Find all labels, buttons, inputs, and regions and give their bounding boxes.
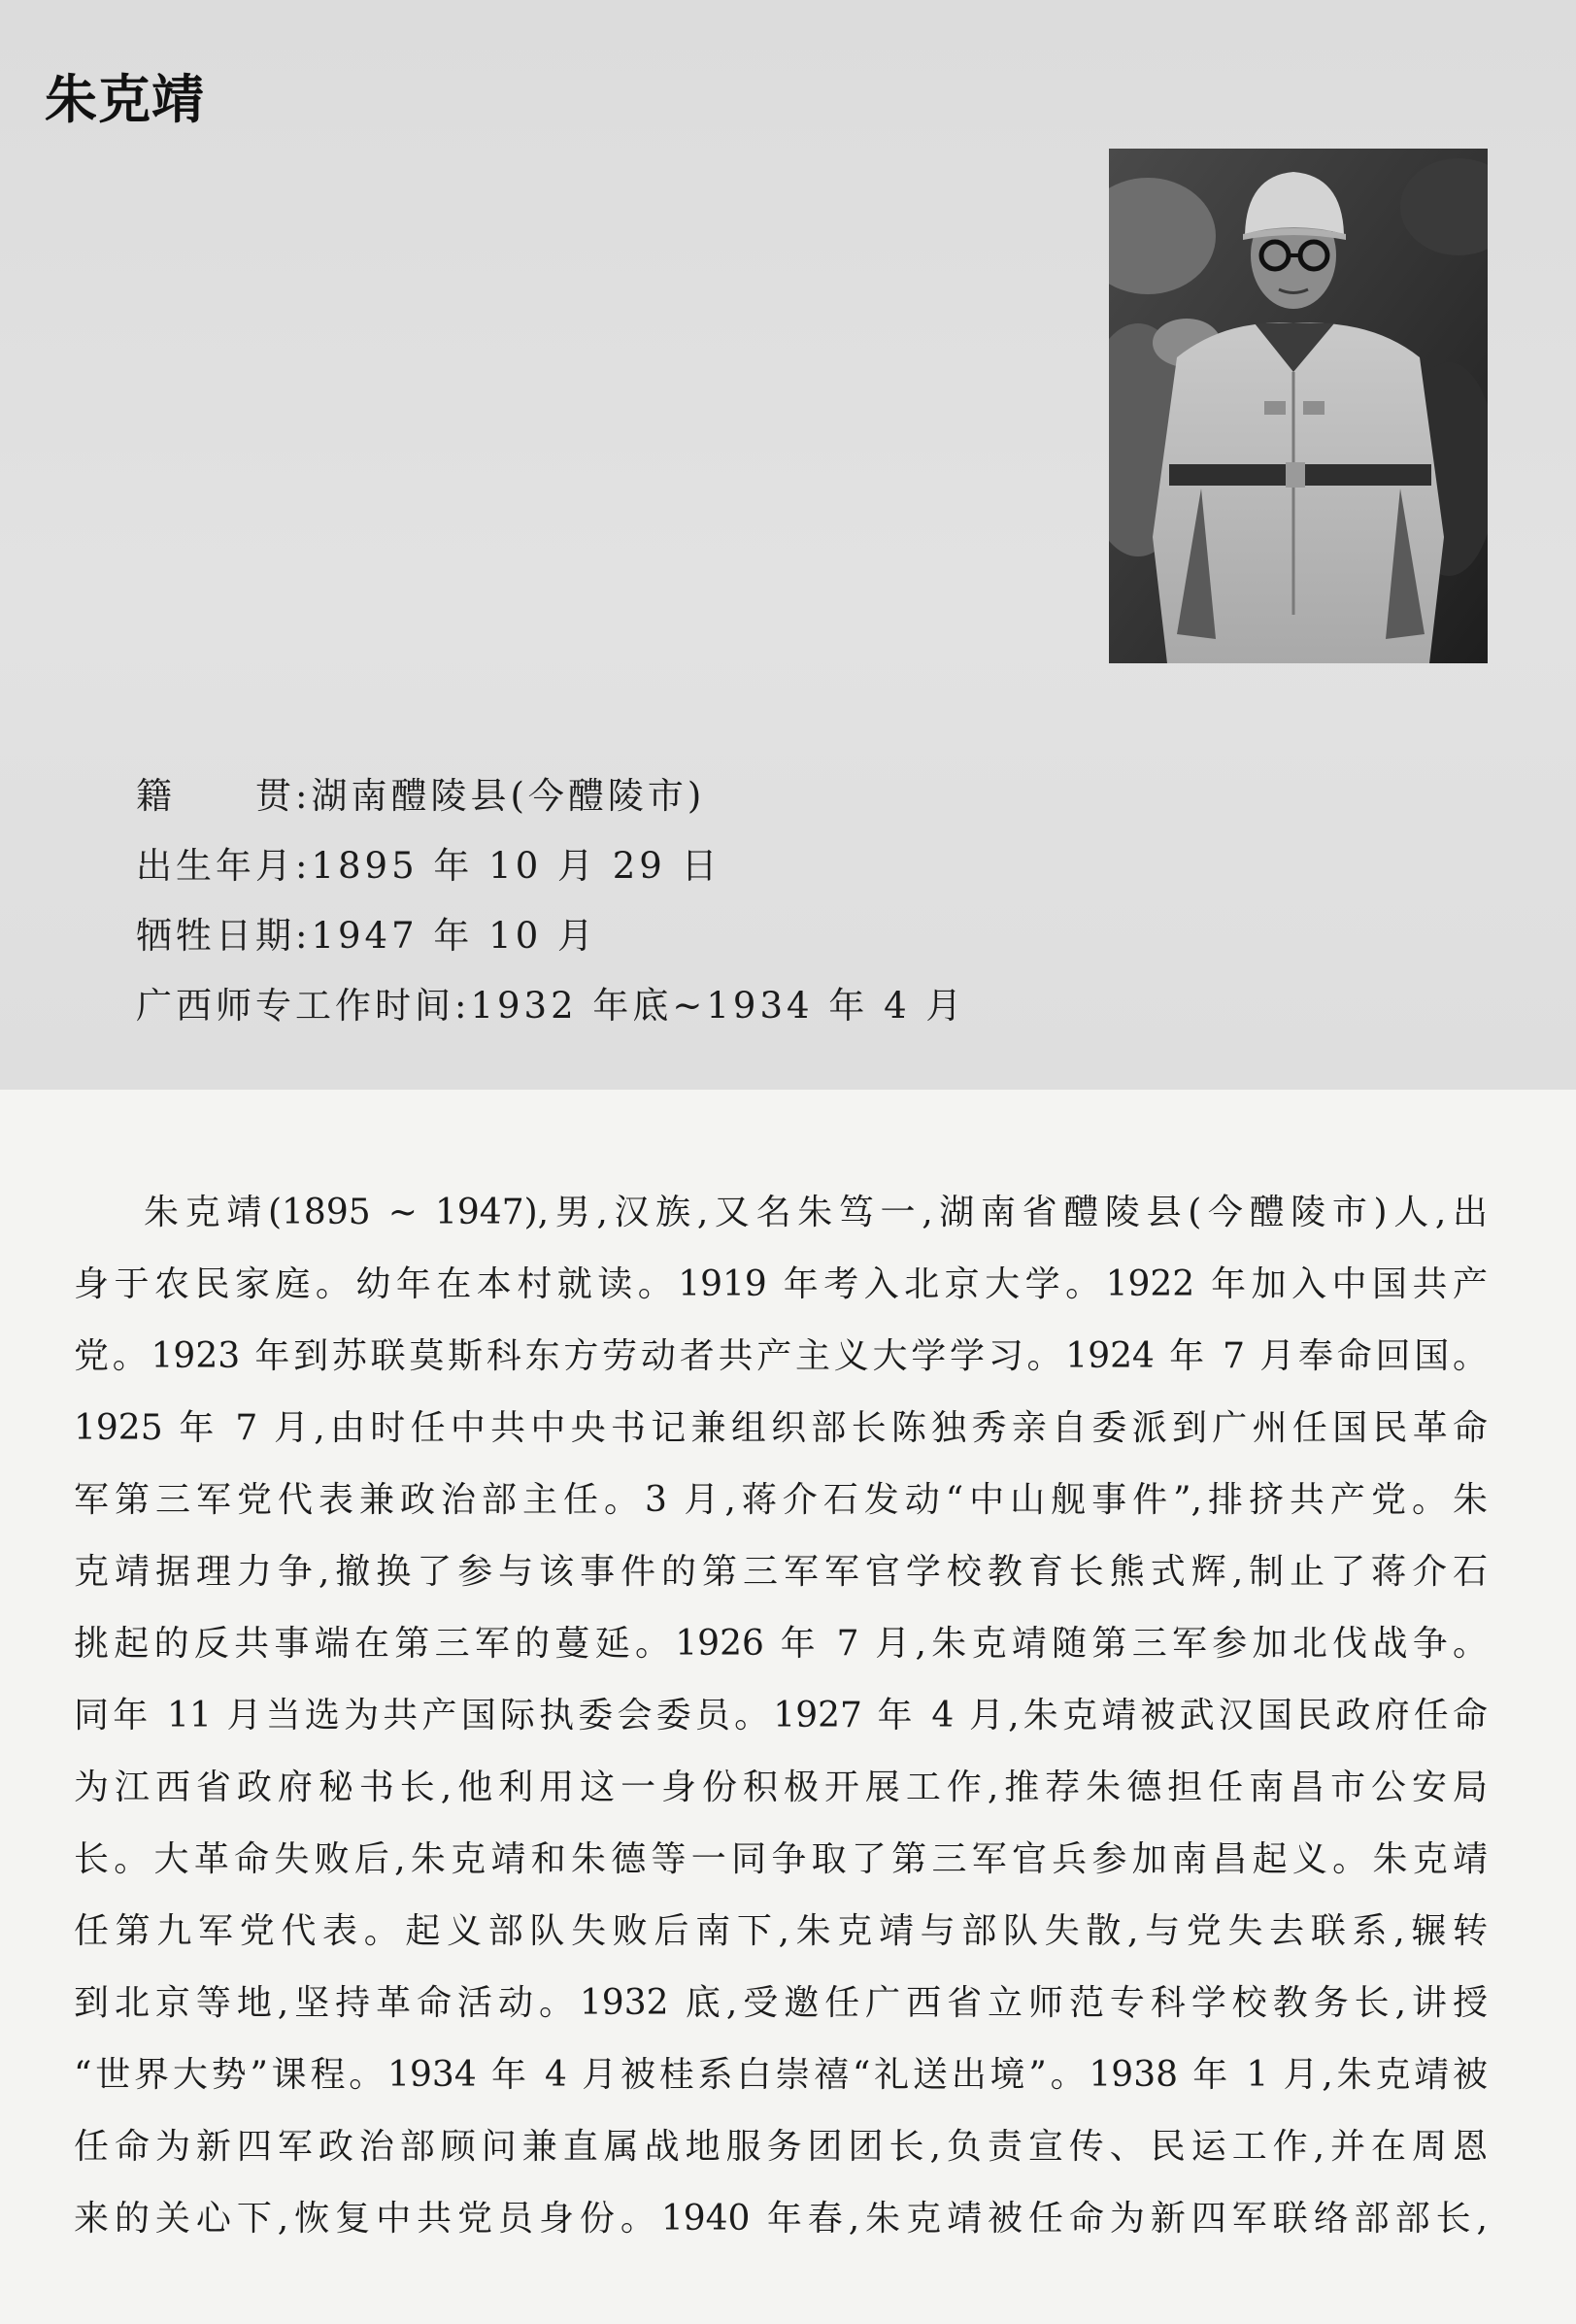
body-line: 军第三军党代表兼政治部主任。3 月,蒋介石发动“中山舰事件”,排挤共产党。朱 bbox=[74, 1480, 1488, 1520]
body-line: 克靖据理力争,撤换了参与该事件的第三军军官学校教育长熊式辉,制止了蒋介石 bbox=[74, 1552, 1488, 1592]
page-title: 朱克靖 bbox=[45, 69, 205, 130]
info-label: 牺牲日期: bbox=[136, 915, 312, 957]
body-line: 朱克靖(1895 ~ 1947),男,汉族,又名朱笃一,湖南省醴陵县(今醴陵市)人,出 bbox=[144, 1193, 1488, 1232]
body-line: 同年 11 月当选为共产国际执委会委员。1927 年 4 月,朱克靖被武汉国民政府任命 bbox=[74, 1696, 1488, 1735]
info-value: 1947 年 10 月 bbox=[311, 915, 597, 957]
info-label: 出生年月: bbox=[136, 845, 312, 887]
info-label: 广西师专工作时间: bbox=[136, 985, 471, 1027]
info-label: 籍 贯: bbox=[136, 775, 312, 817]
portrait-photo bbox=[1109, 149, 1488, 663]
body-line: 长。大革命失败后,朱克靖和朱德等一同争取了第三军官兵参加南昌起义。朱克靖 bbox=[74, 1839, 1488, 1879]
body-line: 到北京等地,坚持革命活动。1932 底,受邀任广西省立师范专科学校教务长,讲授 bbox=[74, 1983, 1488, 2023]
info-row-hometown bbox=[136, 761, 1204, 831]
body-line: “世界大势”课程。1934 年 4 月被桂系白崇禧“礼送出境”。1938 年 1 月,朱克靖被 bbox=[74, 2055, 1488, 2095]
info-row-birth-date bbox=[136, 831, 1204, 901]
info-value: 1895 年 10 月 29 日 bbox=[311, 845, 721, 887]
biography-text bbox=[74, 1177, 1488, 2255]
info-value: 1932 年底~1934 年 4 月 bbox=[470, 985, 966, 1027]
info-row-death-date bbox=[136, 901, 1204, 971]
body-line: 来的关心下,恢复中共党员身份。1940 年春,朱克靖被任命为新四军联络部部长, bbox=[74, 2199, 1488, 2239]
body-line: 挑起的反共事端在第三军的蔓延。1926 年 7 月,朱克靖随第三军参加北伐战争。 bbox=[74, 1624, 1488, 1664]
body-line: 身于农民家庭。幼年在本村就读。1919 年考入北京大学。1922 年加入中国共产 bbox=[74, 1264, 1488, 1304]
profile-info bbox=[136, 761, 1204, 1041]
body-line: 党。1923 年到苏联莫斯科东方劳动者共产主义大学学习。1924 年 7 月奉命回国。 bbox=[74, 1336, 1488, 1376]
body-line: 1925 年 7 月,由时任中共中央书记兼组织部长陈独秀亲自委派到广州任国民革命 bbox=[74, 1408, 1488, 1448]
body-line: 为江西省政府秘书长,他利用这一身份积极开展工作,推荐朱德担任南昌市公安局 bbox=[74, 1768, 1488, 1807]
info-row-work-period bbox=[136, 971, 1204, 1041]
info-value: 湖南醴陵县(今醴陵市) bbox=[311, 775, 706, 817]
body-line: 任第九军党代表。起义部队失败后南下,朱克靖与部队失散,与党失去联系,辗转 bbox=[74, 1911, 1488, 1951]
body-line: 任命为新四军政治部顾问兼直属战地服务团团长,负责宣传、民运工作,并在周恩 bbox=[74, 2127, 1488, 2167]
